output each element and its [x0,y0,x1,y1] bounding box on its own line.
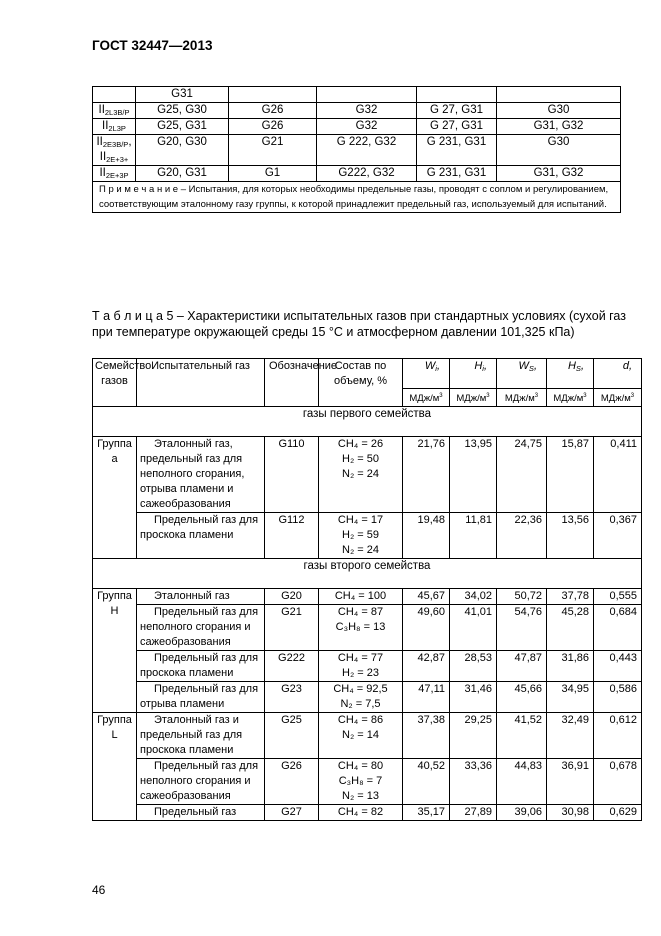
composition-line: H₂ = 59 [342,529,379,542]
composition-line: C₃H₈ = 7 [338,775,383,788]
hs-value-cell: 32,49 [547,713,594,759]
table-row [93,713,642,759]
hi-value-cell: 41,01 [450,605,497,651]
header-composition: Состав по объему, % [319,359,403,407]
code-cell: G26 [265,759,319,805]
composition-cell [319,682,403,713]
unit-d: МДж/$м^3$ [594,389,642,407]
hi-value-cell: 31,46 [450,682,497,713]
section-second-family: газы второго семейства [93,559,642,589]
header-hi: Hi, [450,359,497,389]
d-value-cell: 0,629 [594,805,642,821]
hi-value-cell: 33,36 [450,759,497,805]
ws-value-cell: 54,76 [497,605,547,651]
ws-value-cell: 41,52 [497,713,547,759]
table-row: II2L3P G25, G31 G26 G32 G 27, G31 G31, G32 [93,119,621,135]
gas-cell: Предельный газ для проскока пламени [137,513,265,559]
hi-value-cell: 27,89 [450,805,497,821]
header-wi: Wi, [403,359,450,389]
d-value-cell: 0,555 [594,589,642,605]
ws-value-cell: 39,06 [497,805,547,821]
composition-line: CH₄ = 17 [337,514,384,527]
table-row [93,682,642,713]
composition-line: CH₄ = 82 [337,806,384,819]
hs-value-cell: 34,95 [547,682,594,713]
hi-value-cell: 11,81 [450,513,497,559]
composition-line: CH₄ = 92,5 [333,683,388,696]
table-row: II2E3B/P, II2E+3+ G20, G30 G21 G 222, G32 G 231, G31 G30 [93,135,621,166]
gas-cell: Предельный газ [137,805,265,821]
code-cell: G20 [265,589,319,605]
composition-line: N₂ = 24 [342,544,379,557]
wi-value-cell: 40,52 [403,759,450,805]
test-gases-cell: G20, G31 [136,166,229,182]
composition-line: N₂ = 7,5 [340,698,381,711]
ws-value-cell: 45,66 [497,682,547,713]
test-gases-cell: G25, G31 [136,119,229,135]
code-cell: G110 [265,437,319,513]
table-row [93,87,621,103]
note-row [93,182,621,213]
ws-value-cell: 47,87 [497,651,547,682]
hi-value-cell: 13,95 [450,437,497,513]
gas-cell: Предельный газ для неполного сгорания и сажеобразования [137,605,265,651]
composition-cell [319,651,403,682]
composition-cell [319,805,403,821]
table-row [93,513,642,559]
ws-value-cell: 24,75 [497,437,547,513]
header-hs: HS, [547,359,594,389]
wi-value-cell: 37,38 [403,713,450,759]
code-cell: G25 [265,713,319,759]
wi-value-cell: 35,17 [403,805,450,821]
hs-value-cell: 13,56 [547,513,594,559]
composition-line: N₂ = 14 [342,729,379,742]
composition-line: CH₄ = 100 [334,590,387,603]
table-row [93,759,642,805]
table-note [93,182,621,213]
gas-category-table-continuation [92,86,621,213]
composition-line: H₂ = 50 [342,453,379,466]
wi-value-cell: 47,11 [403,682,450,713]
d-value-cell: 0,367 [594,513,642,559]
hs-value-cell: 37,78 [547,589,594,605]
unit-hi: МДж/$м^3$ [450,389,497,407]
gas-cell: Эталонный газ, предельный газ для неполного сгорания, отрыва пламени и сажеобразования [137,437,265,513]
hs-value-cell: 31,86 [547,651,594,682]
header-gas: Испытательный газ [137,359,265,407]
gas-cell: Эталонный газ и предельный газ для проскока пламени [137,713,265,759]
hi-value-cell: 29,25 [450,713,497,759]
family-cell: Группа а [93,437,137,559]
family-cell: Группа L [93,713,137,821]
table5-test-gas-characteristics [92,358,642,821]
code-cell: G21 [265,605,319,651]
table-row [93,651,642,682]
gas-cell: Предельный газ для проскока пламени [137,651,265,682]
composition-line: CH₄ = 87 [337,606,384,619]
family-cell: Группа Н [93,589,137,713]
unit-ws: МДж/$м^3$ [497,389,547,407]
category-cell: II2L3P [93,119,136,135]
section-row [93,407,642,437]
hs-value-cell: 15,87 [547,437,594,513]
unit-hs: МДж/$м^3$ [547,389,594,407]
table-row [93,805,642,821]
page-number: 46 [92,883,106,897]
category-cell: II2L3B/P [93,103,136,119]
header-code: Обозначение [265,359,319,407]
section-row [93,559,642,589]
ws-value-cell: 44,83 [497,759,547,805]
hs-value-cell: 45,28 [547,605,594,651]
table-header-row [93,359,642,389]
composition-cell [319,759,403,805]
d-value-cell: 0,586 [594,682,642,713]
table-row [93,437,642,513]
code-cell: G23 [265,682,319,713]
table5-caption: Т а б л и ц а 5 – Характеристики испытательных газов при стандартных условиях (сухой газ при температуре окружающей среды 15 °С и атмосферном давлении 101,325 кПа) [92,309,626,339]
wi-value-cell: 42,87 [403,651,450,682]
header-d: d, [594,359,642,389]
code-cell: G27 [265,805,319,821]
gas-cell: Предельный газ для неполного сгорания и сажеобразования [137,759,265,805]
table-row: II2L3B/P G25, G30 G26 G32 G 27, G31 G30 [93,103,621,119]
code-cell: G112 [265,513,319,559]
ws-value-cell: 50,72 [497,589,547,605]
composition-cell [319,589,403,605]
unit-wi: МДж/$м^3$ [403,389,450,407]
table-row [93,589,642,605]
wi-value-cell: 19,48 [403,513,450,559]
section-first-family: газы первого семейства [93,407,642,437]
composition-cell [319,513,403,559]
test-gases-cell: G20, G30 [136,135,229,166]
note-text: – Испытания, для которых необходимы предельные газы, проводят с соплом и регулированием, соответствующим эталонному газу группы, к которой принадлежит предельный газ, используемый для испытаний. [99,184,609,210]
header-ws: WS, [497,359,547,389]
d-value-cell: 0,443 [594,651,642,682]
category-cell: II2E3B/P, II2E+3+ [93,135,136,166]
header-family: Семейство газов [93,359,137,407]
composition-line: C₃H₈ = 13 [335,621,386,634]
category-cell: II2E+3P [93,166,136,182]
code-cell: G222 [265,651,319,682]
composition-line: CH₄ = 26 [337,438,384,451]
document-header: ГОСТ 32447—2013 [92,38,213,53]
composition-line: CH₄ = 77 [337,652,384,665]
composition-line: H₂ = 23 [342,667,379,680]
composition-line: CH₄ = 86 [337,714,384,727]
hs-value-cell: 30,98 [547,805,594,821]
d-value-cell: 0,678 [594,759,642,805]
d-value-cell: 0,411 [594,437,642,513]
gas-cell: Эталонный газ [137,589,265,605]
hi-value-cell: 34,02 [450,589,497,605]
wi-value-cell: 49,60 [403,605,450,651]
composition-line: CH₄ = 80 [337,760,384,773]
hi-value-cell: 28,53 [450,651,497,682]
ws-value-cell: 22,36 [497,513,547,559]
wi-value-cell: 21,76 [403,437,450,513]
hs-value-cell: 36,91 [547,759,594,805]
composition-line: N₂ = 13 [342,790,379,803]
composition-line: N₂ = 24 [342,468,379,481]
wi-value-cell: 45,67 [403,589,450,605]
composition-cell [319,437,403,513]
composition-cell [319,605,403,651]
composition-cell [319,713,403,759]
d-value-cell: 0,684 [594,605,642,651]
test-gases-cell: G25, G30 [136,103,229,119]
table-row: II2E+3P G20, G31 G1 G222, G32 G 231, G31 G31, G32 [93,166,621,182]
table-row [93,605,642,651]
note-label: П р и м е ч а н и е [99,184,179,195]
gas-cell: Предельный газ для отрыва пламени [137,682,265,713]
test-gases-cell: G31 [136,87,229,103]
category-cell [93,87,136,103]
d-value-cell: 0,612 [594,713,642,759]
